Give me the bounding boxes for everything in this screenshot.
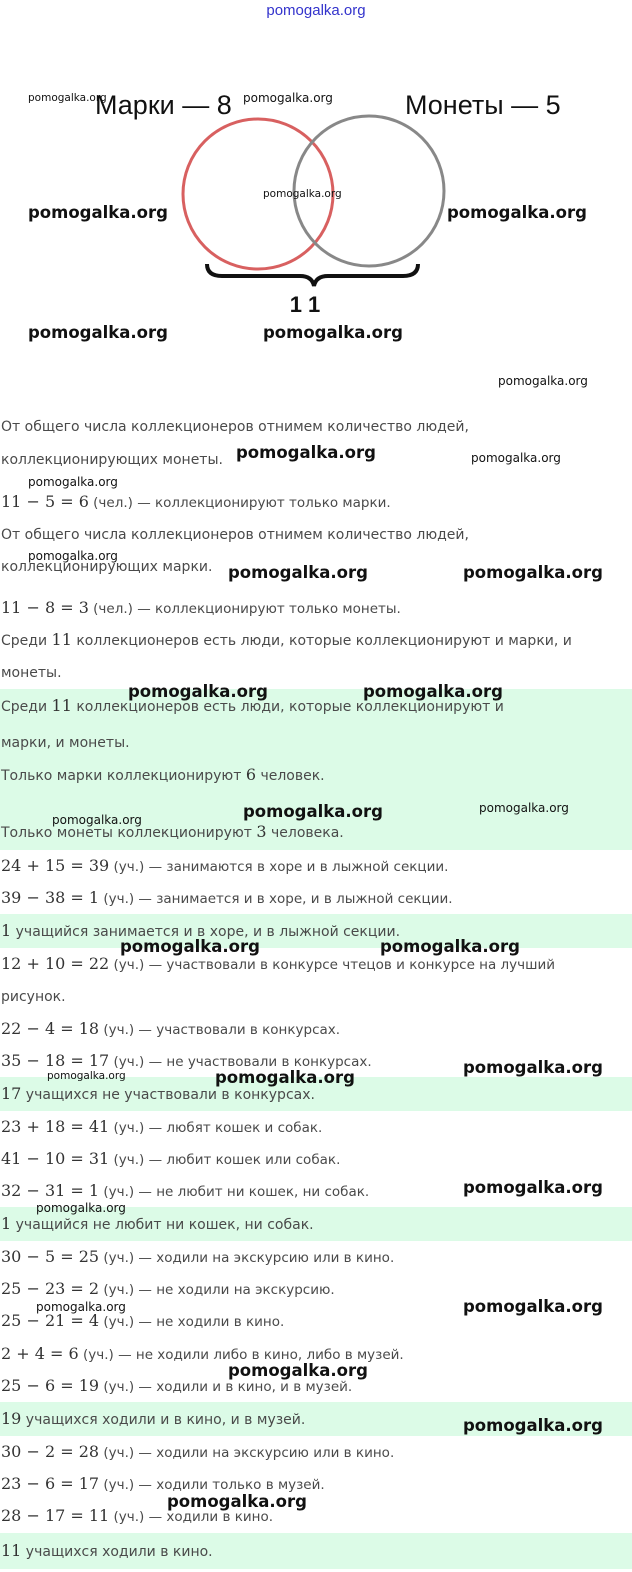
- line-text: (уч.) — любят кошек и собак.: [109, 1120, 323, 1136]
- line-text: учащихся не участвовали в конкурсах.: [21, 1087, 315, 1103]
- line-text: (уч.) — не ходили на экскурсию.: [99, 1282, 335, 1298]
- math-expression: 35 − 18 = 17: [1, 1051, 110, 1070]
- math-expression: 24 + 15 = 39: [1, 856, 110, 875]
- watermark-text: pomogalka.org: [471, 451, 561, 465]
- line-text: (уч.) — участвовали в конкурсах.: [99, 1022, 341, 1038]
- line-text: человек.: [256, 768, 325, 784]
- watermark-text: pomogalka.org: [243, 91, 333, 105]
- line-text: коллекционеров есть люди, которые коллекционируют и марки, и: [71, 633, 572, 649]
- text-line: [0, 915, 632, 947]
- line-text: (уч.) — занимаются в хоре и в лыжной секции.: [109, 859, 449, 875]
- math-expression: 30 − 2 = 28: [1, 1442, 100, 1461]
- math-expression: 17: [1, 1084, 22, 1103]
- line-text: Только марки коллекционируют: [1, 768, 246, 784]
- text-line: [0, 592, 632, 624]
- text-line: [0, 657, 632, 689]
- venn-diagram: [0, 70, 632, 330]
- text-line: [0, 1500, 632, 1532]
- watermark-text: pomogalka.org: [463, 1178, 603, 1197]
- line-text: (уч.) — участвовали в конкурсе чтецов и конкурсе на лучший: [109, 957, 556, 973]
- math-expression: 1: [1, 921, 12, 940]
- watermark-text: pomogalka.org: [463, 1058, 603, 1077]
- line-text: (уч.) — ходили и в кино, и в музей.: [99, 1379, 353, 1395]
- watermark-text: pomogalka.org: [36, 1300, 126, 1314]
- line-text: учащихся ходили и в кино, и в музей.: [21, 1412, 306, 1428]
- line-text: рисунок.: [1, 989, 66, 1005]
- math-expression: 11: [51, 630, 72, 649]
- watermark-text: pomogalka.org: [36, 1201, 126, 1215]
- math-expression: 12 + 10 = 22: [1, 954, 110, 973]
- watermark-text: pomogalka.org: [52, 813, 142, 827]
- line-text: (уч.) — не любит ни кошек, ни собак.: [99, 1184, 370, 1200]
- watermark-text: pomogalka.org: [28, 549, 118, 563]
- math-expression: 30 − 5 = 25: [1, 1247, 100, 1266]
- math-expression: 25 − 21 = 4: [1, 1311, 100, 1330]
- math-expression: 23 + 18 = 41: [1, 1117, 110, 1136]
- line-text: (уч.) — ходили на экскурсию или в кино.: [99, 1445, 395, 1461]
- line-text: Среди: [1, 699, 52, 715]
- line-text: От общего числа коллекционеров отнимем количество людей,: [1, 419, 469, 435]
- line-text: учащийся не любит ни кошек, ни собак.: [11, 1217, 314, 1233]
- text-line: [0, 486, 632, 518]
- watermark-text: pomogalka.org: [28, 203, 168, 222]
- watermark-text: pomogalka.org: [447, 203, 587, 222]
- total-label: 1 1: [289, 292, 321, 317]
- text-line: [0, 1468, 632, 1500]
- math-expression: 39 − 38 = 1: [1, 888, 100, 907]
- watermark-text: pomogalka.org: [28, 92, 107, 104]
- text-line: [0, 519, 632, 551]
- math-expression: 11 − 8 = 3: [1, 598, 89, 617]
- left-label: Марки — 8: [95, 90, 232, 120]
- text-line: [0, 1535, 632, 1567]
- line-text: (уч.) — любит кошек или собак.: [109, 1152, 341, 1168]
- line-text: (уч.) — не ходили в кино.: [99, 1314, 285, 1330]
- math-expression: 23 − 6 = 17: [1, 1474, 100, 1493]
- line-text: марки, и монеты.: [1, 735, 130, 751]
- line-text: коллекционирующих марки.: [1, 559, 213, 575]
- line-text: (чел.) — коллекционируют только монеты.: [88, 601, 401, 617]
- math-expression: 25 − 6 = 19: [1, 1376, 100, 1395]
- watermark-text: pomogalka.org: [215, 1068, 355, 1087]
- text-line: [0, 1436, 632, 1468]
- watermark-text: pomogalka.org: [463, 1297, 603, 1316]
- math-expression: 2 + 4 = 6: [1, 1344, 79, 1363]
- math-expression: 6: [245, 765, 257, 784]
- watermark-text: pomogalka.org: [243, 802, 383, 821]
- text-line: [0, 948, 632, 980]
- right-label: Монеты — 5: [405, 90, 561, 120]
- text-line: [0, 850, 632, 882]
- line-text: учащийся занимается и в хоре, и в лыжной секции.: [11, 924, 401, 940]
- watermark-text: pomogalka.org: [498, 374, 588, 388]
- line-text: (уч.) — ходили только в музей.: [99, 1477, 325, 1493]
- text-line: [0, 1241, 632, 1273]
- watermark-text: pomogalka.org: [128, 682, 268, 701]
- math-expression: 25 − 23 = 2: [1, 1279, 100, 1298]
- line-text: Среди: [1, 633, 52, 649]
- line-text: Только монеты коллекционируют: [1, 825, 257, 841]
- watermark-text: pomogalka.org: [167, 1492, 307, 1511]
- watermark-text: pomogalka.org: [380, 937, 520, 956]
- line-text: монеты.: [1, 665, 62, 681]
- math-expression: 1: [1, 1214, 12, 1233]
- watermark-text: pomogalka.org: [47, 1070, 126, 1082]
- watermark-text: pomogalka.org: [28, 475, 118, 489]
- math-expression: 11 − 5 = 6: [1, 492, 89, 511]
- line-text: От общего числа коллекционеров отнимем количество людей,: [1, 527, 469, 543]
- math-expression: 19: [1, 1409, 22, 1428]
- text-line: [0, 624, 632, 656]
- watermark-text: pomogalka.org: [236, 443, 376, 462]
- math-expression: 41 − 10 = 31: [1, 1149, 110, 1168]
- watermark-text: pomogalka.org: [463, 563, 603, 582]
- math-expression: 11: [51, 696, 72, 715]
- line-text: коллекционеров есть люди, которые коллекционируют и: [71, 699, 504, 715]
- line-text: (чел.) — коллекционируют только марки.: [88, 495, 391, 511]
- text-line: [0, 411, 632, 443]
- line-text: (уч.) — не ходили либо в кино, либо в музей.: [78, 1347, 404, 1363]
- line-text: учащихся ходили в кино.: [21, 1544, 213, 1560]
- line-text: (уч.) — ходили на экскурсию или в кино.: [99, 1250, 395, 1266]
- watermark-text: pomogalka.org: [263, 188, 342, 200]
- watermark-text: pomogalka.org: [363, 682, 503, 701]
- watermark-text: pomogalka.org: [228, 563, 368, 582]
- line-text: человека.: [266, 825, 344, 841]
- math-expression: 32 − 31 = 1: [1, 1181, 100, 1200]
- line-text: (уч.) — занимается и в хоре, и в лыжной секции.: [99, 891, 453, 907]
- text-line: [0, 759, 632, 791]
- watermark-text: pomogalka.org: [228, 1361, 368, 1380]
- text-line: [0, 882, 632, 914]
- text-line: [0, 981, 632, 1013]
- line-text: коллекционирующих монеты.: [1, 452, 223, 468]
- text-line: [0, 1111, 632, 1143]
- math-expression: 11: [1, 1541, 22, 1560]
- math-expression: 22 − 4 = 18: [1, 1019, 100, 1038]
- watermark-text: pomogalka.org: [263, 323, 403, 342]
- text-line: [0, 1013, 632, 1045]
- header-link[interactable]: pomogalka.org: [266, 2, 366, 19]
- math-expression: 3: [256, 822, 267, 841]
- text-line: [0, 1143, 632, 1175]
- watermark-text: pomogalka.org: [28, 323, 168, 342]
- watermark-text: pomogalka.org: [463, 1416, 603, 1435]
- line-text: (уч.) — не участвовали в конкурсах.: [109, 1054, 372, 1070]
- watermark-text: pomogalka.org: [120, 937, 260, 956]
- math-expression: 28 − 17 = 11: [1, 1506, 110, 1525]
- line-text: (уч.) — ходили в кино.: [109, 1509, 274, 1525]
- text-line: [0, 727, 632, 759]
- text-line: [0, 690, 632, 722]
- watermark-text: pomogalka.org: [479, 801, 569, 815]
